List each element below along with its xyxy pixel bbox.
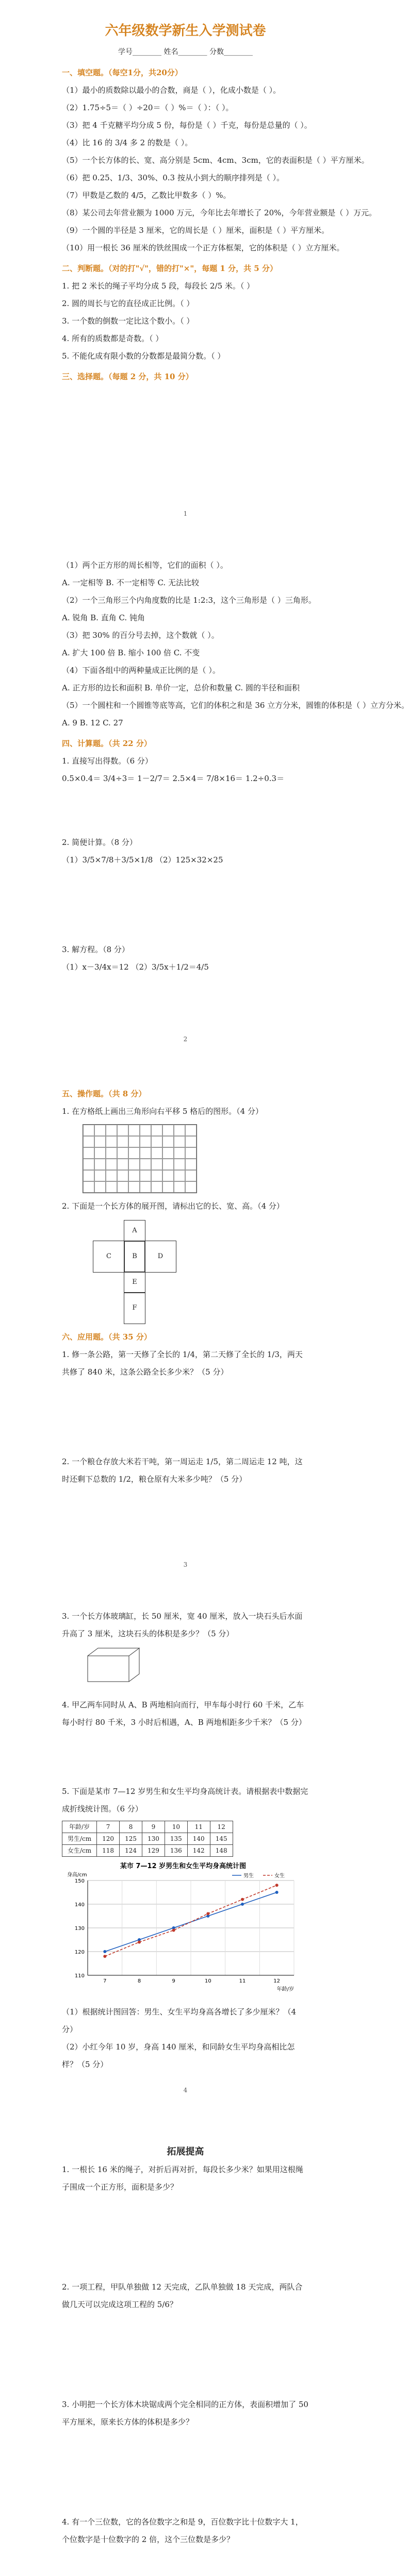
- page-number: 4: [183, 2087, 188, 2094]
- table-cell: 145: [210, 1833, 233, 1845]
- question: 2. 下面是一个长方体的展开图，请标出它的长、宽、高。（4 分）: [62, 1201, 284, 1211]
- question: （4）比 16 的 3/4 多 2 的数是（ ）。: [62, 138, 193, 147]
- table-cell: 120: [97, 1833, 120, 1845]
- question: （3）把 30% 的百分号去掉，这个数就（ ）。: [62, 631, 219, 640]
- question: 5. 下面是某市 7—12 岁男生和女生平均身高统计表。请根据表中数据完成折线统计图。（6 分）: [62, 1787, 308, 1814]
- page-3: [0, 1051, 371, 1577]
- cuboid-net: [93, 1220, 206, 1323]
- calc-row: （1）x－3/4x＝12 （2）3/5x＋1/2＝4/5: [62, 962, 209, 972]
- table-header-cell: 年龄/岁: [62, 1821, 97, 1833]
- table-header-cell: 9: [142, 1821, 165, 1833]
- section-1-heading: 一、填空题。（每空1分，共20分）: [62, 68, 183, 77]
- grid-paper: [83, 1124, 197, 1193]
- net-face-c: C: [93, 1241, 125, 1273]
- y-tick-label: 120: [74, 1950, 85, 1955]
- table-cell: 男生/cm: [62, 1833, 97, 1845]
- table-row: [62, 1845, 233, 1857]
- option-row: A. 正方形的边长和面积 B. 单价一定，总价和数量 C. 圆的半径和面积: [62, 683, 300, 692]
- page-2: [0, 526, 409, 1051]
- y-tick-label: 130: [74, 1926, 85, 1931]
- x-tick-label: 11: [239, 1978, 246, 1984]
- y-axis-label: 身高/cm: [67, 1872, 87, 1878]
- section-2-heading: 二、判断题。（对的打"√"，错的打"×"，每题 1 分，共 5 分）: [62, 264, 277, 273]
- section-4-heading: 四、计算题。（共 22 分）: [62, 739, 152, 748]
- data-point: [241, 1903, 244, 1906]
- x-axis-label: 年龄/岁: [276, 1987, 294, 1992]
- question: 2. 一个粮仓存放大米若干吨，第一周运走 1/5，第二周运走 12 吨，这时还剩下总数的 1/2，粮仓原有大米多少吨？（5 分）: [62, 1457, 303, 1484]
- data-point: [172, 1929, 175, 1932]
- data-point: [275, 1884, 279, 1887]
- table-header-cell: 7: [97, 1821, 120, 1833]
- question: （2）小红今年 10 岁，身高 140 厘米，和同龄女生平均身高相比怎样？（5 分）: [62, 2042, 295, 2069]
- page-number: 3: [183, 1561, 188, 1568]
- x-tick-label: 7: [103, 1978, 107, 1984]
- question: 3. 一个数的倒数一定比这个数小。（ ）: [62, 316, 194, 326]
- x-tick-label: 8: [137, 1978, 141, 1984]
- question: （2）一个三角形三个内角度数的比是 1:2:3，这个三角形是（ ）三角形。: [62, 596, 316, 605]
- table-header-cell: 8: [120, 1821, 142, 1833]
- data-point: [206, 1912, 209, 1915]
- legend-entry: 女生: [274, 1873, 285, 1879]
- table-cell: 女生/cm: [62, 1845, 97, 1857]
- page-4: [0, 1577, 371, 2102]
- data-point: [275, 1891, 279, 1894]
- x-tick-label: 10: [204, 1978, 211, 1984]
- net-face-d: D: [144, 1241, 176, 1273]
- calc-row: 0.5×0.4＝ 3/4÷3＝ 1－2/7＝ 2.5×4＝ 7/8×16＝ 1.2÷0.3＝: [62, 774, 285, 783]
- option-row: A. 锐角 B. 直角 C. 钝角: [62, 613, 145, 622]
- question: 1. 修一条公路，第一天修了全长的 1/4，第二天修了全长的 1/3，两天共修了 840 米，这条公路全长多少米？（5 分）: [62, 1350, 303, 1377]
- option-row: A. 扩大 100 倍 B. 缩小 100 倍 C. 不变: [62, 648, 200, 657]
- question: 3. 一个长方体玻璃缸，长 50 厘米，宽 40 厘米，放入一块石头后水面升高了 3 厘米，这块石头的体积是多少？（5 分）: [62, 1612, 303, 1638]
- question: 2. 圆的周长与它的直径成正比例。（ ）: [62, 299, 194, 308]
- question: 4. 所有的质数都是奇数。（ ）: [62, 334, 163, 343]
- table-cell: 129: [142, 1845, 165, 1857]
- table-row: [62, 1833, 233, 1845]
- question: （6）把 0.25、1/3、30%、0.3 按从小到大的顺序排列是（ ）。: [62, 173, 285, 182]
- extension-heading: 拓展提高: [167, 2146, 204, 2157]
- line-chart-container: [62, 1860, 309, 2000]
- line-chart: [62, 1860, 304, 1994]
- legend-entry: 男生: [243, 1873, 254, 1879]
- question: 2. 简便计算。（8 分）: [62, 838, 137, 847]
- height-table: [62, 1821, 233, 1857]
- page-5: [0, 2102, 371, 2576]
- net-face-e: E: [124, 1272, 145, 1293]
- section-5-heading: 五、操作题。（共 8 分）: [62, 1089, 146, 1098]
- table-cell: 148: [210, 1845, 233, 1857]
- question: （3）把 4 千克糖平均分成 5 份，每份是（ ）千克，每份是总量的（ ）。: [62, 121, 312, 130]
- question: （4）下面各组中的两种量成正比例的是（ ）。: [62, 666, 220, 675]
- question: 1. 把 2 米长的绳子平均分成 5 段，每段长 2/5 米。（ ）: [62, 281, 255, 291]
- y-tick-label: 140: [74, 1902, 85, 1908]
- data-point: [103, 1955, 106, 1958]
- option-row: A. 一定相等 B. 不一定相等 C. 无法比较: [62, 578, 199, 587]
- question: 4. 有一个三位数，它的各位数字之和是 9，百位数字比十位数字大 1，个位数字是十位数字的 2 倍，这个三位数是多少？: [62, 2517, 303, 2544]
- question: （9）一个圆的半径是 3 厘米，它的周长是（ ）厘米，面积是（ ）平方厘米。: [62, 226, 330, 235]
- question: （7）甲数是乙数的 4/5，乙数比甲数多（ ）%。: [62, 191, 231, 200]
- student-info-line: 学号________ 姓名________ 分数________: [118, 48, 253, 56]
- table-header-cell: 10: [165, 1821, 187, 1833]
- page-number: 2: [183, 1036, 188, 1043]
- y-tick-label: 110: [74, 1973, 85, 1979]
- page-number: 1: [183, 510, 188, 517]
- question: （2）1.75÷5＝（ ）÷20＝（ ）%＝（ ）：（ ）。: [62, 103, 234, 112]
- data-point: [241, 1898, 244, 1901]
- y-tick-label: 150: [74, 1878, 85, 1884]
- x-tick-label: 9: [172, 1978, 175, 1984]
- question: （1）根据统计图回答：男生、女生平均身高各增长了多少厘米？（4 分）: [62, 2007, 297, 2034]
- question: 4. 甲乙两车同时从 A、B 两地相向而行，甲车每小时行 60 千米，乙车每小时行 80 千米，3 小时后相遇，A、B 两地相距多少千米？（5 分）: [62, 1700, 306, 1727]
- table-cell: 130: [142, 1833, 165, 1845]
- data-point: [103, 1950, 106, 1953]
- table-cell: 136: [165, 1845, 187, 1857]
- table-header-cell: 12: [210, 1821, 233, 1833]
- glass-tank-figure: [83, 1646, 144, 1687]
- table-cell: 140: [187, 1833, 210, 1845]
- section-3-heading: 三、选择题。（每题 2 分，共 10 分）: [62, 372, 193, 381]
- table-cell: 118: [97, 1845, 120, 1857]
- net-face-f: F: [124, 1292, 145, 1324]
- question: 1. 一根长 16 米的绳子，对折后再对折，每段长多少米？如果用这根绳子围成一个正方形，面积是多少？: [62, 2165, 303, 2192]
- calc-row: （1）3/5×7/8＋3/5×1/8 （2）125×32×25: [62, 855, 223, 865]
- table-cell: 135: [165, 1833, 187, 1845]
- question: 2. 一项工程，甲队单独做 12 天完成，乙队单独做 18 天完成，两队合做几天可以完成这项工程的 5/6？: [62, 2282, 303, 2309]
- table-cell: 124: [120, 1845, 142, 1857]
- option-row: A. 9 B. 12 C. 27: [62, 718, 123, 727]
- page-1: [0, 0, 377, 526]
- table-cell: 125: [120, 1833, 142, 1845]
- net-face-b: B: [124, 1241, 145, 1273]
- section-6-heading: 六、应用题。（共 35 分）: [62, 1332, 152, 1342]
- question: （1）最小的质数除以最小的合数，商是（ ），化成小数是（ ）。: [62, 86, 281, 95]
- table-cell: 142: [187, 1845, 210, 1857]
- page-title: 六年级数学新生入学测试卷: [105, 23, 266, 39]
- question: 5. 不能化成有限小数的分数都是最简分数。（ ）: [62, 351, 225, 361]
- question: 1. 在方格纸上画出三角形向右平移 5 格后的图形。（4 分）: [62, 1107, 263, 1116]
- table-header-cell: 11: [187, 1821, 210, 1833]
- question: （1）两个正方形的周长相等，它们的面积（ ）。: [62, 561, 228, 570]
- question: （10）用一根长 36 厘米的铁丝围成一个正方体框架，它的体积是（ ）立方厘米。: [62, 243, 345, 252]
- table-header-row: [62, 1821, 233, 1833]
- net-face-a: A: [124, 1220, 145, 1242]
- chart-title: 某市 7—12 岁男生和女生平均身高统计图: [120, 1862, 247, 1870]
- question: 3. 解方程。（8 分）: [62, 945, 129, 954]
- question: 1. 直接写出得数。（6 分）: [62, 756, 153, 766]
- question: （5）一个长方体的长、宽、高分别是 5cm、4cm、3cm，它的表面积是（ ）平方厘米。: [62, 156, 369, 165]
- data-point: [138, 1941, 141, 1944]
- question: （5）一个圆柱和一个圆锥等底等高，它们的体积之和是 36 立方分米，圆锥的体积是（ ）立方分米。: [62, 701, 409, 710]
- question: （8）某公司去年营业额为 1000 万元，今年比去年增长了 20%，今年营业额是（ ）万元。: [62, 208, 377, 217]
- question: 3. 小明把一个长方体木块锯成两个完全相同的正方体，表面积增加了 50 平方厘米，原来长方体的体积是多少？: [62, 2400, 308, 2427]
- x-tick-label: 12: [273, 1978, 281, 1984]
